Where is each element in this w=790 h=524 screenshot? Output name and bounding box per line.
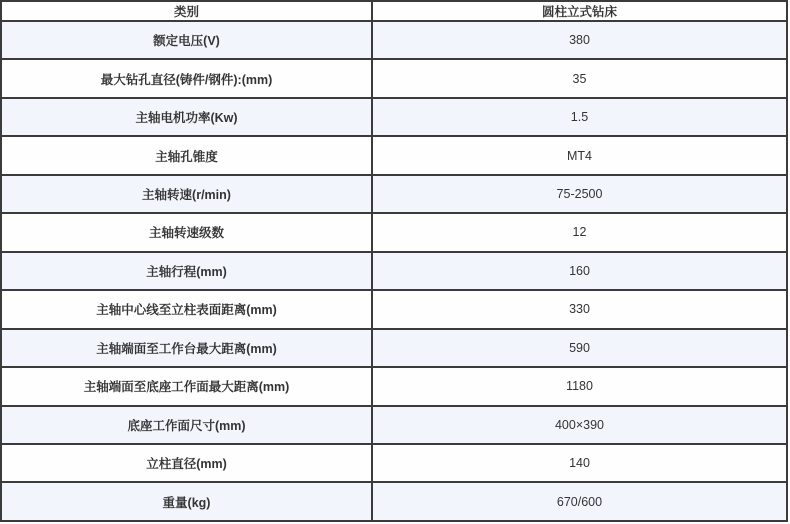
spec-value: 12	[372, 213, 787, 251]
table-row	[1, 290, 787, 328]
spec-value: 1180	[372, 367, 787, 405]
spec-label: 重量(kg)	[1, 482, 372, 521]
table-header-row	[1, 1, 787, 21]
table-row	[1, 175, 787, 213]
spec-label: 最大钻孔直径(铸件/钢件):(mm)	[1, 59, 372, 97]
spec-value: 670/600	[372, 482, 787, 521]
spec-value: MT4	[372, 136, 787, 174]
table-row	[1, 329, 787, 367]
table-row	[1, 136, 787, 174]
spec-value: 590	[372, 329, 787, 367]
table-row	[1, 406, 787, 444]
table-body	[1, 21, 787, 521]
table-row	[1, 98, 787, 136]
header-machine-model: 圆柱立式钻床	[372, 1, 787, 21]
spec-value: 75-2500	[372, 175, 787, 213]
header-category: 类别	[1, 1, 372, 21]
spec-value: 400×390	[372, 406, 787, 444]
spec-value: 160	[372, 252, 787, 290]
table-row	[1, 367, 787, 405]
spec-value: 330	[372, 290, 787, 328]
spec-label: 立柱直径(mm)	[1, 444, 372, 482]
spec-value: 140	[372, 444, 787, 482]
spec-value: 380	[372, 21, 787, 59]
table-row	[1, 21, 787, 59]
spec-value: 35	[372, 59, 787, 97]
spec-label: 主轴端面至工作台最大距离(mm)	[1, 329, 372, 367]
table-row	[1, 482, 787, 521]
table-row	[1, 252, 787, 290]
spec-label: 额定电压(V)	[1, 21, 372, 59]
spec-label: 主轴行程(mm)	[1, 252, 372, 290]
table-row	[1, 213, 787, 251]
table-row	[1, 59, 787, 97]
table-row	[1, 444, 787, 482]
spec-label: 主轴端面至底座工作面最大距离(mm)	[1, 367, 372, 405]
spec-label: 主轴转速级数	[1, 213, 372, 251]
spec-label: 主轴孔锥度	[1, 136, 372, 174]
spec-value: 1.5	[372, 98, 787, 136]
spec-label: 主轴中心线至立柱表面距离(mm)	[1, 290, 372, 328]
spec-label: 底座工作面尺寸(mm)	[1, 406, 372, 444]
spec-label: 主轴电机功率(Kw)	[1, 98, 372, 136]
spec-label: 主轴转速(r/min)	[1, 175, 372, 213]
